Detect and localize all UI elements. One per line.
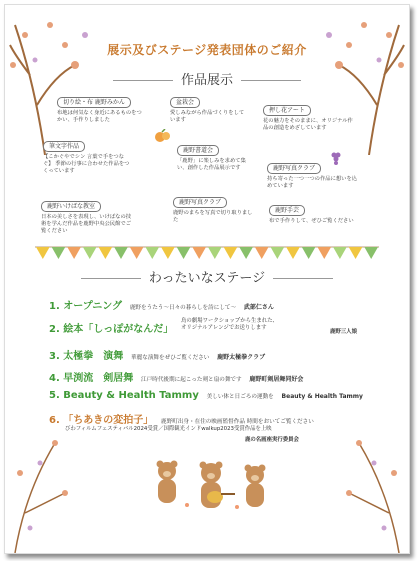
exhibit-card — [269, 205, 359, 225]
stage-performer: 鹿野太極拳クラブ — [217, 354, 266, 361]
exhibit-tag: 鹿野いけばな教室 — [41, 201, 101, 212]
exhibit-tag: 筆文字作品 — [43, 141, 85, 152]
stage-title: 6. 「ちあきの変拍子」 — [49, 415, 154, 426]
exhibit-desc: 持ち寄った一つ一つの作品に想いを込めています — [267, 176, 358, 189]
exhibit-tag: 鹿野写真クラブ — [267, 163, 321, 174]
stage-performer: 鹿野町剣居舞同好会 — [249, 376, 304, 383]
bunting-flag — [224, 247, 238, 259]
exhibit-tag: 押し花アート — [263, 105, 311, 116]
stage-item — [49, 297, 274, 312]
bunting-flag — [177, 247, 191, 259]
bunting-flag — [192, 247, 206, 259]
orange-fruit-icon — [153, 129, 171, 143]
exhibit-tag: 鹿野手芸 — [269, 205, 305, 216]
stage-heading: わったいなステージ — [5, 267, 409, 286]
bunting-flag — [83, 247, 97, 259]
stage-performer: 鹿の名画座実行委員会 — [245, 437, 299, 443]
exhibit-desc: 愛しみながら作品づくりをしています — [170, 110, 245, 123]
stage-title: 5. Beauty & Health Tammy — [49, 390, 199, 401]
stage-performer: 武部仁さん — [243, 304, 274, 311]
bunting-flag — [286, 247, 300, 259]
bunting-flag — [333, 247, 347, 259]
exhibit-card — [267, 163, 359, 190]
stage-desc: 鹿野をうたう〜日々の暮らしを詩にして〜 — [129, 305, 237, 311]
bunting-flag — [99, 247, 113, 259]
bunting-flag — [271, 247, 285, 259]
stage-title: 1. オープニング — [49, 301, 123, 312]
floral-corner-bottom-right — [329, 433, 409, 553]
stage-item — [49, 320, 179, 335]
stage-desc: 鹿野町出身・在住の映画監督作品 時間をおいてご覧ください — [161, 419, 314, 425]
exhibit-card — [173, 197, 255, 224]
stage-performer: 鹿野三人娘 — [330, 329, 357, 335]
exhibit-desc: 「鹿野」に楽しみを求めて集い、創作した作品展示です — [177, 158, 246, 171]
exhibit-card — [43, 141, 133, 175]
bear-band-illustration — [145, 457, 275, 515]
bunting-flag — [145, 247, 159, 259]
stage-item — [49, 347, 265, 362]
exhibit-desc: 【こかぐやでシン 言葉で手をつなぐ】 季節の行事に合わせた作品をつくっています — [43, 154, 130, 174]
stage-desc: 鳥の劇場ワークショップから生まれた、オリジナルアレンジでお送りします — [181, 318, 278, 331]
exhibit-desc: 布で手作りして、ぜひご覧ください — [269, 218, 354, 224]
bunting-flag — [302, 247, 316, 259]
stage-item — [49, 369, 303, 384]
exhibit-desc: 日本の美しさを表現し、いけばなの技術を学んだ作品を鹿野中央公民館でご覧ください — [41, 214, 132, 234]
exhibit-desc: 布地は何気なく身近にあるものをつかい、手作りしました — [57, 110, 142, 123]
bunting-flag — [36, 247, 50, 259]
bunting-banner — [35, 246, 379, 260]
exhibit-tag: 盆栽会 — [170, 97, 200, 108]
flyer-sheet — [4, 4, 410, 554]
bunting-flag — [67, 247, 81, 259]
exhibit-desc: 鹿野のまちを写真で切り取りました — [173, 210, 253, 223]
bunting-flag — [208, 247, 222, 259]
exhibit-card — [41, 201, 133, 235]
bunting-flag — [317, 247, 331, 259]
exhibit-card — [177, 145, 249, 172]
stage-desc: 華麗な演舞をぜひご覧ください — [131, 355, 210, 361]
stage-desc: 江戸時代後期に起こった剣と扇の舞です — [141, 377, 242, 383]
exhibit-card — [263, 105, 355, 132]
page-title: 展示及びステージ発表団体のご紹介 — [107, 43, 307, 57]
bunting-flag — [130, 247, 144, 259]
exhibit-tag: 切り絵・布 鹿野みかん — [57, 97, 131, 108]
bunting-flag — [364, 247, 378, 259]
bunting-flag — [114, 247, 128, 259]
bunting-flag — [349, 247, 363, 259]
exhibit-tag: 鹿野写真クラブ — [173, 197, 227, 208]
stage-title: 2. 絵本「しっぽがなんだ」 — [49, 324, 174, 335]
bunting-flag — [161, 247, 175, 259]
stage-sub: びわフィルムフェスティバル2024受賞／国際観光インドwalkup2023受賞作品を上映 — [65, 426, 272, 432]
stage-item — [49, 411, 314, 426]
exhibits-heading: 作品展示 — [5, 69, 409, 88]
bunting-flag — [255, 247, 269, 259]
stage-title: 4. 早渕流 剣居舞 — [49, 373, 134, 384]
exhibit-tag: 鹿野書道会 — [177, 145, 219, 156]
floral-corner-bottom-left — [5, 433, 85, 553]
stage-title: 3. 太極拳 演舞 — [49, 351, 124, 362]
bunting-flag — [52, 247, 66, 259]
stage-item — [49, 390, 363, 401]
exhibit-desc: 花の魅力をそのままに、オリジナル作品の創造をめざしています — [263, 118, 353, 131]
grape-icon — [330, 150, 342, 168]
exhibit-card — [57, 97, 147, 124]
stage-desc: 美しい体と日ごろの運動を — [206, 394, 274, 400]
stage-performer: Beauty & Health Tammy — [281, 393, 363, 400]
exhibit-card — [170, 97, 248, 124]
bunting-flag — [239, 247, 253, 259]
